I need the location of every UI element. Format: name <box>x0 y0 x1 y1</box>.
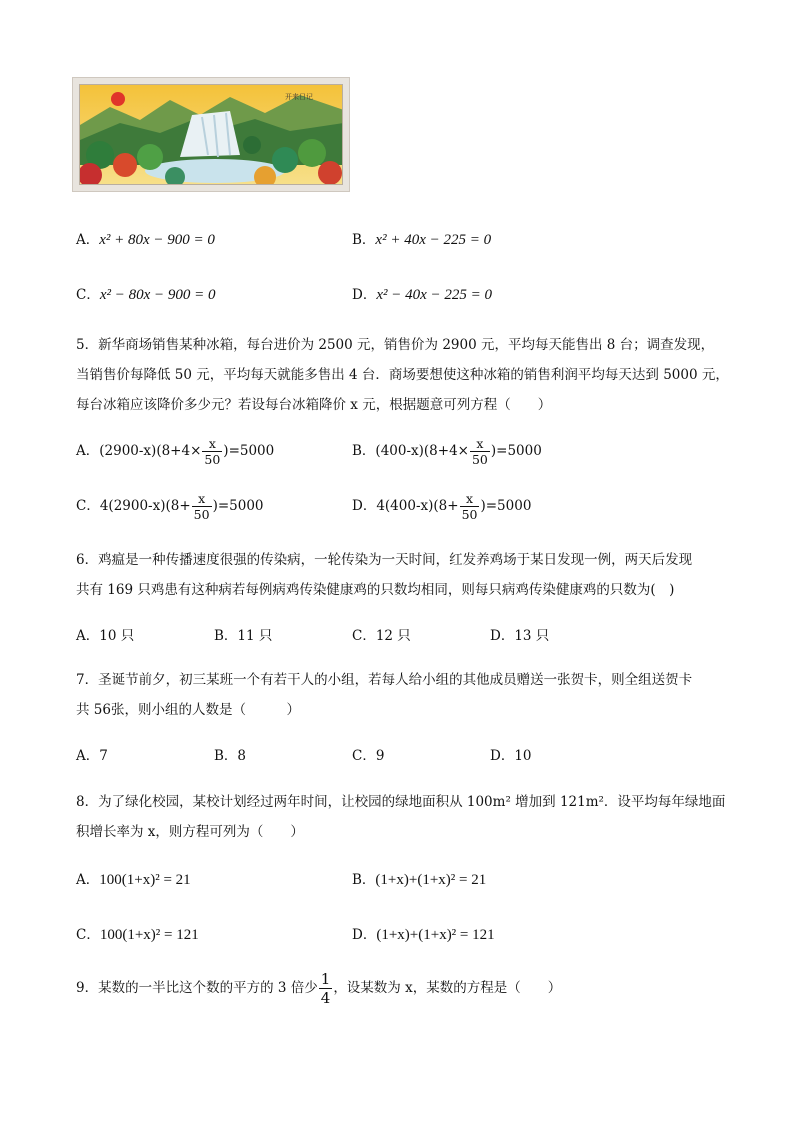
q7-option-b[interactable]: B．8 <box>214 748 247 764</box>
q4-option-c[interactable]: C．x² − 80x − 900 = 0 <box>76 287 216 303</box>
fraction: $\frac{x}{50}$ <box>193 491 210 522</box>
q4-option-a[interactable]: A．x² + 80x − 900 = 0 <box>76 232 215 248</box>
q7-option-d[interactable]: D．10 <box>490 748 532 764</box>
q7-option-c[interactable]: C．9 <box>352 748 385 764</box>
q7-option-a[interactable]: A．7 <box>76 748 108 764</box>
sun-icon <box>111 92 125 106</box>
q9-stem: 9．某数的一半比这个数的平方的 3 倍少 $\frac{1}{4}$ ，设某数为 x，某数的方程是（ ） <box>76 970 562 1007</box>
q5-stem-line-3: 每台冰箱应该降价多少元？若设每台冰箱降价 x 元，根据题意可列方程（ ） <box>76 397 552 413</box>
fraction: $\frac{x}{50}$ <box>461 491 478 522</box>
painting-caption: 开来日记 <box>285 93 313 101</box>
q5-option-d[interactable]: D．4(400-x)(8+ $\frac{x}{50}$ )=5000 <box>352 491 532 522</box>
q7-stem-line-2: 共 56张，则小组的人数是（ ） <box>76 702 300 718</box>
q5-stem-line-2: 当销售价每降低 50 元，平均每天就能多售出 4 台．商场要想使这种冰箱的销售利润平均每天达到 5000 元， <box>76 367 729 383</box>
q7-stem-line-1: 7．圣诞节前夕，初三某班一个有若干人的小组，若每人给小组的其他成员赠送一张贺卡，则全组送贺卡 <box>76 672 693 688</box>
q6-option-a[interactable]: A．10 只 <box>76 628 135 644</box>
q6-stem-line-2: 共有 169 只鸡患有这种病若每例病鸡传染健康鸡的只数均相同，则每只病鸡传染健康鸡的只数为( ) <box>76 582 675 598</box>
q5-stem-line-1: 5．新华商场销售某种冰箱，每台进价为 2500 元，销售价为 2900 元，平均每天能售出 8 台；调查发现， <box>76 337 715 353</box>
q6-stem-line-1: 6．鸡瘟是一种传播速度很强的传染病，一轮传染为一天时间，红发养鸡场于某日发现一例，两天后发现 <box>76 552 693 568</box>
q5-option-a[interactable]: A．(2900-x)(8+4× $\frac{x}{50}$ )=5000 <box>76 436 275 467</box>
q8-option-c[interactable]: C．100(1+x)² = 121 <box>76 927 199 943</box>
q8-stem-line-2: 积增长率为 x，则方程可列为（ ） <box>76 824 304 840</box>
q8-option-a[interactable]: A．100(1+x)² = 21 <box>76 872 191 888</box>
landscape-painting-image <box>72 77 350 192</box>
q6-option-d[interactable]: D．13 只 <box>490 628 550 644</box>
fraction: $\frac{x}{50}$ <box>471 436 488 467</box>
q6-option-b[interactable]: B．11 只 <box>214 628 273 644</box>
fraction: $\frac{1}{4}$ <box>320 970 331 1007</box>
q4-option-b[interactable]: B．x² + 40x − 225 = 0 <box>352 232 492 248</box>
q5-option-c[interactable]: C．4(2900-x)(8+ $\frac{x}{50}$ )=5000 <box>76 491 264 522</box>
q8-stem-line-1: 8．为了绿化校园，某校计划经过两年时间，让校园的绿地面积从 100m² 增加到 121m²．设平均每年绿地面 <box>76 794 726 810</box>
q6-option-c[interactable]: C．12 只 <box>352 628 411 644</box>
fraction: $\frac{x}{50}$ <box>204 436 221 467</box>
waterfall-landscape-illustration <box>80 85 343 185</box>
q8-option-d[interactable]: D．(1+x)+(1+x)² = 121 <box>352 927 495 943</box>
q4-option-d[interactable]: D．x² − 40x − 225 = 0 <box>352 287 493 303</box>
q8-option-b[interactable]: B．(1+x)+(1+x)² = 21 <box>352 872 487 888</box>
q5-option-b[interactable]: B．(400-x)(8+4× $\frac{x}{50}$ )=5000 <box>352 436 542 467</box>
